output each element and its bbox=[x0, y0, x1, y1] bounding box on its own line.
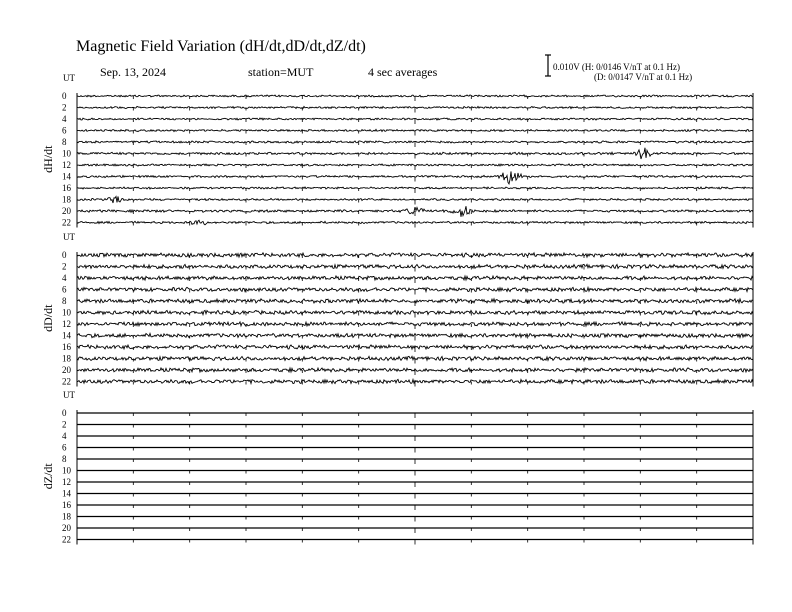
trace-line bbox=[77, 129, 753, 131]
hour-label: 16 bbox=[62, 183, 71, 193]
hour-label: 18 bbox=[62, 353, 71, 364]
time-ticks bbox=[77, 540, 753, 545]
time-ticks bbox=[77, 436, 753, 441]
trace-line bbox=[77, 164, 753, 166]
panel-dddt bbox=[41, 232, 753, 387]
hour-label: 14 bbox=[62, 330, 71, 341]
ut-label: UT bbox=[63, 390, 75, 400]
time-ticks bbox=[77, 382, 753, 387]
time-ticks bbox=[77, 494, 753, 499]
hour-label: 0 bbox=[62, 408, 67, 418]
hour-label: 18 bbox=[62, 511, 71, 522]
time-ticks bbox=[77, 517, 753, 522]
time-ticks bbox=[77, 278, 753, 283]
hour-label: 2 bbox=[62, 261, 67, 272]
hour-label: 22 bbox=[62, 217, 71, 228]
time-ticks bbox=[77, 505, 753, 510]
chart-title: Magnetic Field Variation (dH/dt,dD/dt,dZ/dt) bbox=[76, 38, 366, 55]
hour-label: 20 bbox=[62, 365, 71, 375]
time-ticks bbox=[77, 108, 753, 113]
time-ticks bbox=[77, 482, 753, 487]
panel-dzdt bbox=[41, 390, 753, 545]
panels bbox=[41, 73, 753, 545]
time-ticks bbox=[77, 200, 753, 205]
panel-axis-label: dD/dt bbox=[41, 304, 55, 332]
hour-label: 16 bbox=[62, 500, 71, 510]
scale-d-label: (D: 0/0147 V/nT at 0.1 Hz) bbox=[594, 72, 693, 82]
hour-label: 22 bbox=[62, 376, 71, 387]
hour-label: 20 bbox=[62, 523, 71, 533]
hour-label: 4 bbox=[62, 431, 67, 441]
hour-label: 8 bbox=[62, 296, 67, 306]
hour-label: 4 bbox=[62, 114, 67, 124]
trace-line bbox=[77, 187, 753, 189]
time-ticks bbox=[77, 425, 753, 430]
panel-axis-label: dH/dt bbox=[41, 145, 55, 173]
time-ticks bbox=[77, 370, 753, 375]
panel-dhdt bbox=[41, 73, 753, 228]
hour-label: 14 bbox=[62, 171, 71, 182]
hour-label: 0 bbox=[62, 91, 67, 101]
hour-label: 10 bbox=[62, 465, 71, 476]
panel-axis-label: dZ/dt bbox=[41, 463, 55, 490]
time-ticks bbox=[77, 413, 753, 418]
hour-label: 14 bbox=[62, 488, 71, 499]
hour-label: 6 bbox=[62, 442, 67, 453]
time-ticks bbox=[77, 471, 753, 476]
scale-value-label: 0.010V (H: 0/0146 V/nT at 0.1 Hz) bbox=[553, 62, 680, 72]
hour-label: 8 bbox=[62, 137, 67, 147]
hour-label: 12 bbox=[62, 319, 71, 329]
hour-label: 6 bbox=[62, 125, 67, 136]
time-ticks bbox=[77, 459, 753, 464]
time-ticks bbox=[77, 119, 753, 124]
hour-label: 16 bbox=[62, 342, 71, 352]
hour-label: 12 bbox=[62, 160, 71, 170]
trace-line bbox=[77, 356, 753, 360]
hour-label: 0 bbox=[62, 250, 67, 260]
ut-label: UT bbox=[63, 73, 75, 83]
hour-label: 4 bbox=[62, 273, 67, 283]
time-ticks bbox=[77, 528, 753, 533]
hour-label: 6 bbox=[62, 284, 67, 295]
station-label: station=MUT bbox=[248, 65, 314, 79]
hour-label: 8 bbox=[62, 454, 67, 464]
hour-label: 18 bbox=[62, 194, 71, 205]
hour-label: 2 bbox=[62, 419, 67, 430]
hour-label: 2 bbox=[62, 102, 67, 113]
averaging-label: 4 sec averages bbox=[368, 65, 438, 79]
hour-label: 22 bbox=[62, 534, 71, 545]
time-ticks bbox=[77, 142, 753, 147]
date-label: Sep. 13, 2024 bbox=[100, 65, 166, 79]
ut-label: UT bbox=[63, 232, 75, 242]
hour-label: 10 bbox=[62, 307, 71, 318]
hour-label: 12 bbox=[62, 477, 71, 487]
time-ticks bbox=[77, 448, 753, 453]
time-ticks bbox=[77, 313, 753, 318]
hour-label: 10 bbox=[62, 148, 71, 159]
hour-label: 20 bbox=[62, 206, 71, 216]
time-ticks bbox=[77, 336, 753, 341]
